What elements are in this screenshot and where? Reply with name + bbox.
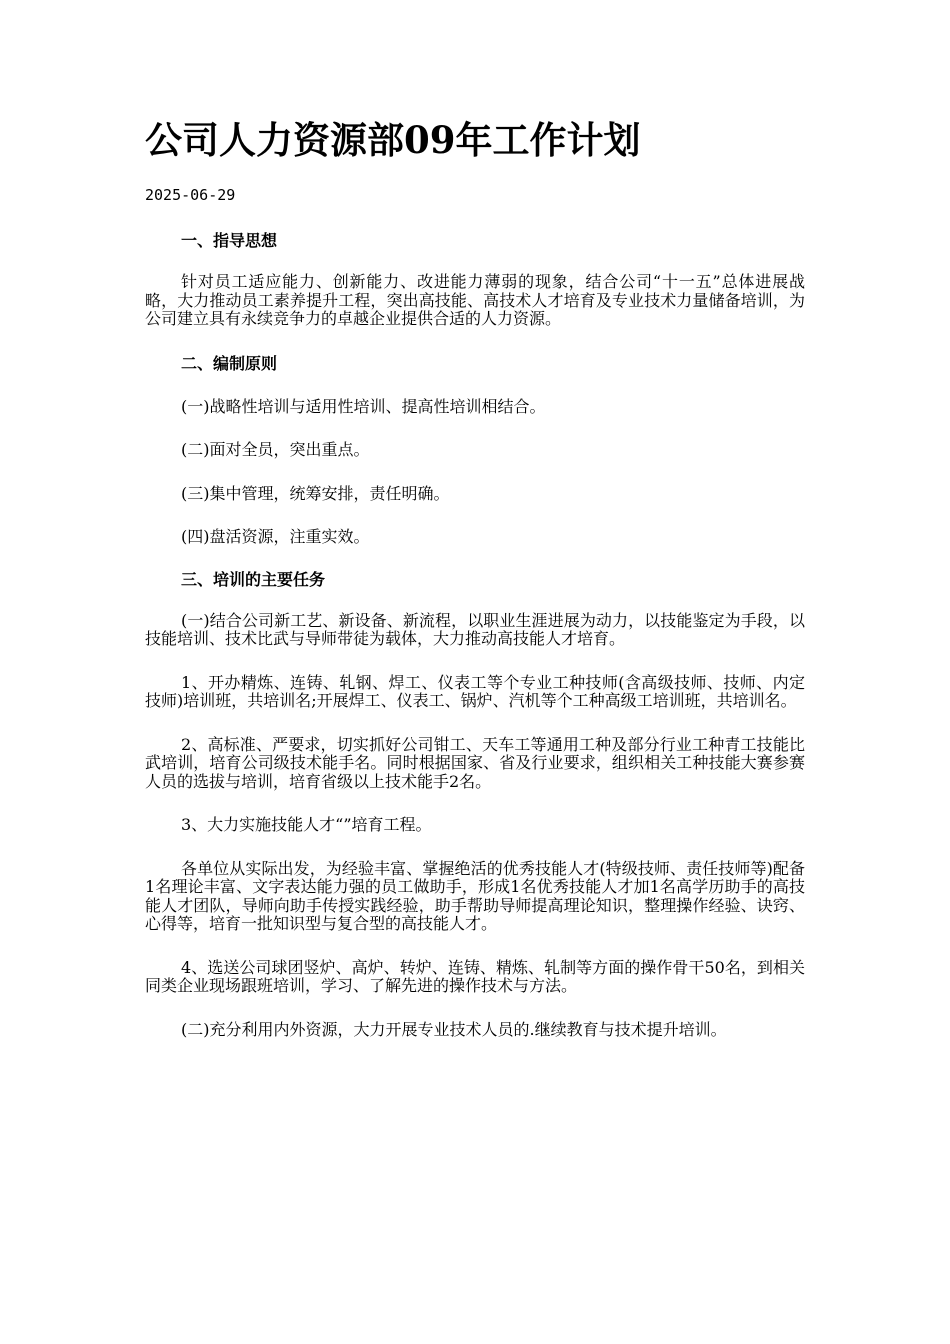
spacer — [145, 934, 805, 959]
paragraph: (二)充分利用内外资源，大力开展专业技术人员的.继续教育与技术提升培训。 — [181, 1019, 727, 1039]
spacer — [145, 374, 805, 398]
document-title: 公司人力资源部09年工作计划 — [145, 118, 641, 162]
section-heading: 一、指导思想 — [181, 231, 278, 250]
spacer — [145, 205, 805, 231]
spacer — [145, 711, 805, 736]
spacer — [145, 791, 805, 816]
paragraph: 3、大力实施技能人才“”培育工程。 — [181, 815, 432, 834]
spacer — [145, 835, 805, 860]
document-date: 2025-06-29 — [145, 186, 236, 204]
spacer — [145, 416, 805, 441]
paragraph: 2、高标准、严要求，切实抓好公司钳工、天车工等通用工种及部分行业工种青工技能比武培训，培育公司级技术能手名。同时根据国家、省及行业要求，组织相关工种技能大赛参赛人员的选拔与培训，培育省级以上技术能手2名。 — [145, 734, 805, 791]
section-heading: 二、编制原则 — [181, 353, 278, 373]
paragraph: 各单位从实际出发，为经验丰富、掌握绝活的优秀技能人才(特级技师、责任技师等)配备1名理论丰富、文字表达能力强的员工做助手，形成1名优秀技能人才加1名高学历助手的高技能人才团队，导师向助手传授实践经验，助手帮助导师提高理论知识，整理操作经验、诀窍、心得等，培育一批知识型与复合型的高技能人才。 — [145, 858, 805, 933]
spacer — [145, 547, 805, 570]
paragraph: (一)结合公司新工艺、新设备、新流程，以职业生涯进展为动力，以技能鉴定为手段，以技能培训、技术比武与导师带徒为载体，大力推动高技能人才培育。 — [145, 610, 805, 648]
spacer — [145, 329, 805, 354]
spacer — [145, 996, 805, 1021]
paragraph: (一)战略性培训与适用性培训、提高性培训相结合。 — [181, 396, 546, 416]
paragraph: (二)面对全员，突出重点。 — [181, 440, 370, 459]
spacer — [145, 590, 805, 612]
document-page — [145, 112, 805, 1039]
paragraph: (三)集中管理，统筹安排，责任明确。 — [181, 483, 450, 503]
spacer — [145, 503, 805, 528]
paragraph: 4、选送公司球团竖炉、高炉、转炉、连铸、精炼、轧制等方面的操作骨干50名，到相关同类企业现场跟班培训，学习、了解先进的操作技术与方法。 — [145, 957, 805, 995]
paragraph: 1、开办精炼、连铸、轧钢、焊工、仪表工等个专业工种技师(含高级技师、技师、内定技师)培训班，共培训名;开展焊工、仪表工、锅炉、汽机等个工种高级工培训班，共培训名。 — [145, 672, 805, 710]
paragraph: 针对员工适应能力、创新能力、改进能力薄弱的现象，结合公司“十一五”总体进展战略，大力推动员工素养提升工程，突出高技能、高技术人才培育及专业技术力量储备培训，为公司建立具有永续竞争力的卓越企业提供合适的人力资源。 — [145, 272, 805, 328]
spacer — [145, 649, 805, 674]
spacer — [145, 460, 805, 485]
section-heading: 三、培训的主要任务 — [181, 569, 326, 589]
paragraph: (四)盘活资源，注重实效。 — [181, 527, 370, 546]
spacer — [145, 251, 805, 273]
